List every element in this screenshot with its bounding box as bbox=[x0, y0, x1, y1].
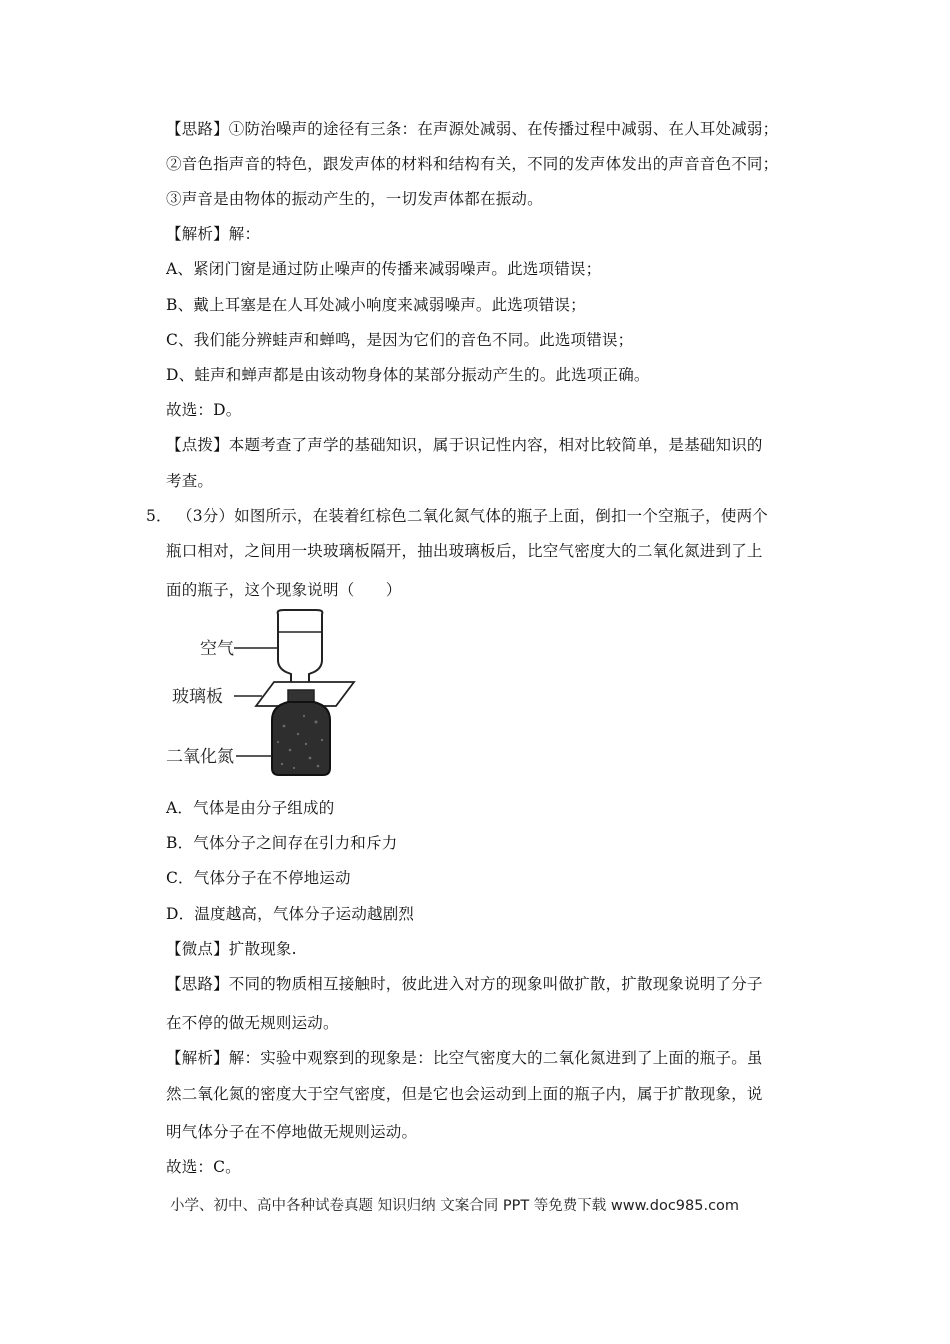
label-air: 空气 bbox=[200, 639, 234, 659]
text-line: ②音色指声音的特色，跟发声体的材料和结构有关，不同的发声体发出的声音音色不同； bbox=[166, 155, 779, 173]
text-line: 【解析】解： bbox=[166, 225, 261, 243]
text-line: 【思路】①防治噪声的途径有三条：在声源处减弱、在传播过程中减弱、在人耳处减弱； bbox=[166, 120, 779, 138]
option-c: C．气体分子在不停地运动 bbox=[166, 869, 351, 887]
label-no2: 二氧化氮 bbox=[166, 747, 234, 767]
page-footer: 小学、初中、高中各种试卷真题 知识归纳 文案合同 PPT 等免费下载 www.doc985.com bbox=[170, 1198, 740, 1214]
analysis-line: 在不停的做无规则运动。 bbox=[166, 1014, 339, 1032]
analysis-line: 明气体分子在不停地做无规则运动。 bbox=[166, 1123, 418, 1141]
analysis-line: 【微点】扩散现象. bbox=[166, 940, 297, 958]
option-b: B．气体分子之间存在引力和斥力 bbox=[166, 834, 398, 852]
text-line: 考查。 bbox=[166, 472, 214, 490]
analysis-line: 故选：C。 bbox=[166, 1158, 241, 1176]
question-text: （3分）如图所示，在装着红棕色二氧化氮气体的瓶子上面，倒扣一个空瓶子，使两个 bbox=[177, 507, 768, 525]
option-a: A．气体是由分子组成的 bbox=[166, 799, 335, 817]
question-text: 瓶口相对，之间用一块玻璃板隔开，抽出玻璃板后，比空气密度大的二氧化氮进到了上 bbox=[166, 542, 763, 560]
question-text: 面的瓶子，这个现象说明（ ） bbox=[166, 581, 402, 599]
label-glass-plate: 玻璃板 bbox=[172, 687, 223, 707]
text-line: 故选：D。 bbox=[166, 401, 242, 419]
text-line: B、戴上耳塞是在人耳处减小响度来减弱噪声。此选项错误； bbox=[166, 296, 586, 314]
diffusion-experiment-figure bbox=[166, 608, 366, 783]
text-line: C、我们能分辨蛙声和蝉鸣，是因为它们的音色不同。此选项错误； bbox=[166, 331, 634, 349]
analysis-line: 【思路】不同的物质相互接触时，彼此进入对方的现象叫做扩散，扩散现象说明了分子 bbox=[166, 975, 763, 993]
question-number: 5． bbox=[146, 507, 172, 525]
lower-bottle bbox=[272, 702, 330, 775]
text-line: A、紧闭门窗是通过防止噪声的传播来减弱噪声。此选项错误； bbox=[166, 260, 602, 278]
option-d: D．温度越高，气体分子运动越剧烈 bbox=[166, 905, 415, 923]
text-line: ③声音是由物体的振动产生的，一切发声体都在振动。 bbox=[166, 190, 543, 208]
upper-bottle bbox=[278, 610, 323, 686]
analysis-line: 然二氧化氮的密度大于空气密度，但是它也会运动到上面的瓶子内，属于扩散现象，说 bbox=[166, 1085, 763, 1103]
text-line: 【点拨】本题考查了声学的基础知识，属于识记性内容，相对比较简单，是基础知识的 bbox=[166, 436, 763, 454]
analysis-line: 【解析】解：实验中观察到的现象是：比空气密度大的二氧化氮进到了上面的瓶子。虽 bbox=[166, 1049, 763, 1067]
text-line: D、蛙声和蝉声都是由该动物身体的某部分振动产生的。此选项正确。 bbox=[166, 366, 650, 384]
